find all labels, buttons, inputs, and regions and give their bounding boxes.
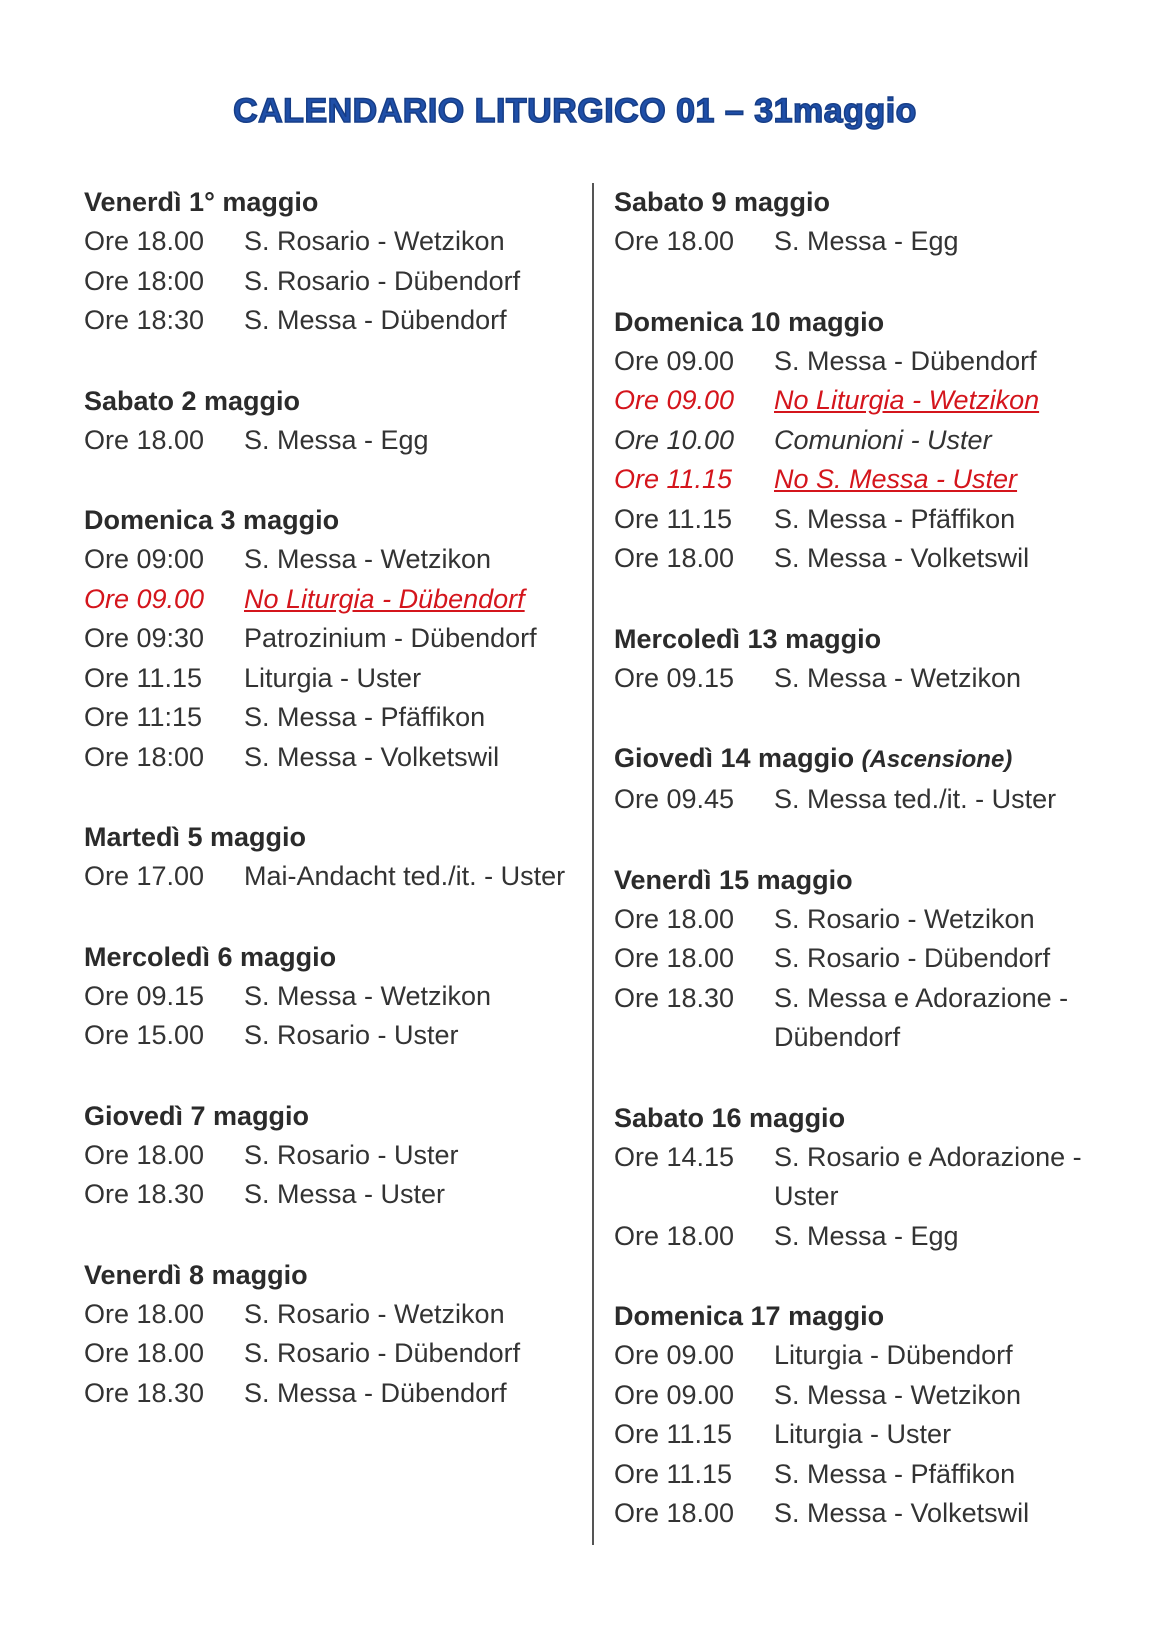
day-title: Giovedì 14 maggio bbox=[614, 743, 855, 773]
schedule-row bbox=[614, 1138, 1114, 1217]
entry-time: Ore 11.15 bbox=[614, 1419, 733, 1449]
day-title: Domenica 3 maggio bbox=[84, 505, 340, 535]
entry-time: Ore 09.00 bbox=[614, 385, 735, 415]
day-title: Venerdì 15 maggio bbox=[614, 864, 853, 895]
day-heading bbox=[84, 1255, 584, 1295]
entry-description: No S. Messa - Uster bbox=[774, 464, 1018, 494]
day-heading bbox=[614, 1098, 1114, 1138]
day-note: (Ascensione) bbox=[861, 746, 1013, 773]
day-heading bbox=[614, 1296, 1114, 1336]
schedule-row bbox=[614, 539, 1114, 579]
entry-time: Ore 18.00 bbox=[84, 1338, 205, 1368]
entry-time: Ore 18.00 bbox=[84, 424, 205, 455]
day-title: Mercoledì 6 maggio bbox=[84, 941, 337, 972]
schedule-row bbox=[614, 222, 1114, 262]
entry-time: Ore 11:15 bbox=[84, 702, 203, 732]
schedule-row bbox=[84, 698, 584, 738]
entry-description: S. Messa - Volketswil bbox=[244, 741, 500, 772]
entry-time: Ore 18:00 bbox=[84, 265, 205, 296]
entry-description: Mai-Andacht ted./it. - Uster bbox=[244, 861, 566, 891]
schedule-row bbox=[614, 421, 1114, 461]
day-block bbox=[84, 1255, 584, 1414]
entry-description: S. Messa - Wetzikon bbox=[774, 1379, 1022, 1410]
entry-description: S. Messa - Wetzikon bbox=[244, 980, 492, 1011]
entry-description: S. Messa - Pfäffikon bbox=[774, 503, 1016, 534]
entry-time: Ore 18:30 bbox=[84, 305, 205, 335]
entry-time: Ore 09:00 bbox=[84, 544, 205, 574]
entry-description: S. Messa - Pfäffikon bbox=[774, 1458, 1016, 1489]
left-column bbox=[84, 182, 584, 1453]
entry-time: Ore 15.00 bbox=[84, 1020, 205, 1050]
day-block bbox=[84, 500, 584, 777]
entry-description: S. Rosario - Uster bbox=[244, 1020, 459, 1050]
entry-description: Liturgia - Dübendorf bbox=[774, 1340, 1013, 1370]
schedule-row bbox=[84, 1295, 584, 1335]
schedule-row bbox=[84, 1175, 584, 1215]
schedule-row bbox=[84, 222, 584, 262]
schedule-row bbox=[614, 460, 1114, 500]
schedule-row bbox=[84, 1016, 584, 1056]
day-title: Sabato 9 maggio bbox=[614, 187, 831, 217]
day-title: Sabato 16 maggio bbox=[614, 1102, 846, 1133]
entry-description: Liturgia - Uster bbox=[774, 1419, 952, 1449]
day-heading bbox=[84, 937, 584, 977]
day-heading bbox=[84, 381, 584, 421]
entry-time: Ore 18.30 bbox=[614, 982, 735, 1013]
schedule-row bbox=[614, 659, 1114, 699]
schedule-row bbox=[614, 1455, 1114, 1495]
day-title: Giovedì 7 maggio bbox=[84, 1100, 310, 1131]
day-heading bbox=[614, 619, 1114, 659]
right-column bbox=[614, 182, 1114, 1574]
entry-time: Ore 10.00 bbox=[614, 424, 735, 455]
entry-time: Ore 09.45 bbox=[614, 784, 735, 814]
entry-time: Ore 14.15 bbox=[614, 1141, 735, 1172]
day-heading bbox=[614, 860, 1114, 900]
entry-description: No Liturgia - Dübendorf bbox=[244, 583, 525, 614]
schedule-row bbox=[614, 500, 1114, 540]
entry-description: No Liturgia - Wetzikon bbox=[774, 385, 1040, 415]
day-heading bbox=[614, 182, 1114, 222]
day-title: Domenica 10 maggio bbox=[614, 306, 885, 337]
schedule-row bbox=[614, 1336, 1114, 1376]
entry-time: Ore 17.00 bbox=[84, 861, 205, 891]
schedule-row bbox=[614, 342, 1114, 382]
entry-time: Ore 18.00 bbox=[614, 226, 735, 256]
schedule-row bbox=[84, 619, 584, 659]
entry-time: Ore 18.00 bbox=[614, 1220, 735, 1251]
entry-description: S. Rosario - Wetzikon bbox=[774, 903, 1035, 934]
schedule-row bbox=[84, 659, 584, 699]
day-block bbox=[84, 381, 584, 461]
entry-description: S. Messa - Volketswil bbox=[774, 543, 1030, 573]
entry-time: Ore 18.00 bbox=[84, 1298, 205, 1329]
entry-time: Ore 18.00 bbox=[614, 943, 735, 973]
entry-description: S. Messa - Volketswil bbox=[774, 1498, 1030, 1528]
entry-description: S. Messa - Dübendorf bbox=[244, 1377, 507, 1408]
entry-description: S. Messa - Wetzikon bbox=[774, 662, 1022, 693]
entry-description: S. Messa - Egg bbox=[244, 424, 429, 455]
entry-time: Ore 18:00 bbox=[84, 741, 205, 772]
day-block bbox=[84, 937, 584, 1056]
entry-time: Ore 18.00 bbox=[614, 543, 735, 573]
schedule-row bbox=[84, 1136, 584, 1176]
entry-description: S. Messa - Pfäffikon bbox=[244, 702, 486, 732]
entry-description: S. Rosario - Dübendorf bbox=[244, 265, 521, 296]
day-block bbox=[84, 1096, 584, 1215]
day-title: Martedì 5 maggio bbox=[84, 822, 307, 852]
schedule-row bbox=[84, 580, 584, 620]
entry-description: S. Rosario - Wetzikon bbox=[244, 226, 505, 256]
day-block bbox=[84, 182, 584, 341]
entry-description: S. Messa - Uster bbox=[244, 1179, 446, 1209]
schedule-row bbox=[614, 1376, 1114, 1416]
schedule-row bbox=[84, 857, 584, 897]
entry-description: S. Rosario e Adorazione - Uster bbox=[774, 1141, 1082, 1211]
day-block bbox=[614, 860, 1114, 1058]
entry-description: S. Messa - Dübendorf bbox=[774, 345, 1037, 376]
schedule-row bbox=[614, 900, 1114, 940]
day-block bbox=[614, 1098, 1114, 1257]
entry-time: Ore 11.15 bbox=[84, 662, 203, 693]
day-heading bbox=[84, 182, 584, 222]
schedule-row bbox=[614, 381, 1114, 421]
schedule-row bbox=[84, 421, 584, 461]
entry-description: S. Rosario - Dübendorf bbox=[244, 1338, 521, 1368]
entry-description: Patrozinium - Dübendorf bbox=[244, 623, 537, 653]
day-title: Venerdì 1° maggio bbox=[84, 187, 319, 217]
day-title: Mercoledì 13 maggio bbox=[614, 623, 882, 654]
schedule-row bbox=[614, 979, 1114, 1058]
entry-time: Ore 09.00 bbox=[614, 345, 735, 376]
entry-time: Ore 18.30 bbox=[84, 1179, 205, 1209]
schedule-row bbox=[614, 939, 1114, 979]
day-heading bbox=[614, 738, 1114, 780]
entry-description: S. Rosario - Wetzikon bbox=[244, 1298, 505, 1329]
schedule-row bbox=[84, 540, 584, 580]
day-heading bbox=[84, 1096, 584, 1136]
entry-description: Liturgia - Uster bbox=[244, 662, 422, 693]
entry-description: S. Rosario - Uster bbox=[244, 1139, 459, 1170]
entry-description: S. Messa e Adorazione - Dübendorf bbox=[774, 982, 1069, 1052]
schedule-row bbox=[84, 262, 584, 302]
day-block bbox=[614, 619, 1114, 699]
day-title: Venerdì 8 maggio bbox=[84, 1259, 308, 1290]
entry-time: Ore 09.15 bbox=[614, 662, 735, 693]
page-title: CALENDARIO LITURGICO 01 – 31maggio bbox=[233, 92, 917, 130]
entry-description: S. Messa - Egg bbox=[774, 226, 959, 256]
entry-time: Ore 09.00 bbox=[84, 583, 205, 614]
schedule-row bbox=[84, 1374, 584, 1414]
day-block bbox=[614, 302, 1114, 579]
schedule-row bbox=[84, 738, 584, 778]
entry-time: Ore 18.30 bbox=[84, 1377, 205, 1408]
schedule-row bbox=[614, 1494, 1114, 1534]
entry-description: S. Messa - Egg bbox=[774, 1220, 959, 1251]
entry-time: Ore 09:30 bbox=[84, 623, 205, 653]
entry-time: Ore 09.00 bbox=[614, 1379, 735, 1410]
column-divider bbox=[592, 183, 594, 1545]
entry-description: S. Messa ted./it. - Uster bbox=[774, 784, 1057, 814]
day-block bbox=[84, 817, 584, 897]
day-block bbox=[614, 182, 1114, 262]
schedule-row bbox=[84, 1334, 584, 1374]
entry-description: S. Messa - Dübendorf bbox=[244, 305, 507, 335]
entry-time: Ore 11.15 bbox=[614, 1458, 733, 1489]
entry-time: Ore 11.15 bbox=[614, 503, 733, 534]
schedule-row bbox=[84, 977, 584, 1017]
schedule-row bbox=[614, 780, 1114, 820]
entry-time: Ore 09.15 bbox=[84, 980, 205, 1011]
schedule-row bbox=[614, 1217, 1114, 1257]
entry-description: Comunioni - Uster bbox=[774, 424, 992, 455]
entry-time: Ore 09.00 bbox=[614, 1340, 735, 1370]
entry-description: S. Messa - Wetzikon bbox=[244, 544, 492, 574]
day-title: Domenica 17 maggio bbox=[614, 1301, 885, 1331]
entry-time: Ore 18.00 bbox=[614, 903, 735, 934]
entry-time: Ore 18.00 bbox=[84, 1139, 205, 1170]
entry-description: S. Rosario - Dübendorf bbox=[774, 943, 1051, 973]
schedule-row bbox=[614, 1415, 1114, 1455]
day-heading bbox=[614, 302, 1114, 342]
day-heading bbox=[84, 817, 584, 857]
day-block bbox=[614, 738, 1114, 820]
entry-time: Ore 18.00 bbox=[84, 226, 205, 256]
day-block bbox=[614, 1296, 1114, 1534]
day-title: Sabato 2 maggio bbox=[84, 385, 301, 416]
entry-time: Ore 18.00 bbox=[614, 1498, 735, 1528]
schedule-row bbox=[84, 301, 584, 341]
entry-time: Ore 11.15 bbox=[614, 464, 733, 494]
day-heading bbox=[84, 500, 584, 540]
